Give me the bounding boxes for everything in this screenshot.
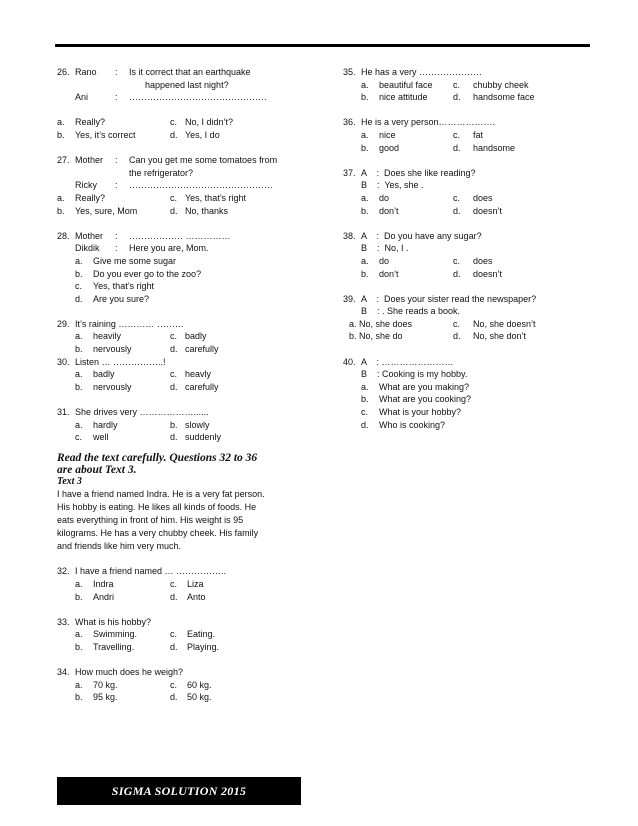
option-b: nervously <box>93 381 132 392</box>
option-letter: d. <box>453 268 461 279</box>
answer-blank: ………………………………………… <box>129 180 273 191</box>
question-28 <box>57 230 322 306</box>
question-29 <box>57 318 322 356</box>
left-column <box>57 66 322 704</box>
question-number: 36. <box>343 117 356 128</box>
dialogue-line: B : No, I . <box>361 243 409 254</box>
option-c: Yes, that’s right <box>93 281 155 292</box>
option-d: doesn’t <box>473 205 503 216</box>
speaker: Dikdik <box>75 243 100 254</box>
dialogue-line: Is it correct that an earthquake <box>129 67 251 77</box>
option-d: Yes, I do <box>185 129 220 140</box>
option-a: beautiful face <box>379 79 433 90</box>
option-letter: b. <box>75 381 83 392</box>
option-letter: d. <box>170 129 178 140</box>
option-b: Yes, sure, Mom <box>75 205 138 216</box>
answer-blank: ……………… …………… <box>129 230 231 241</box>
option-d: No, she don’t <box>473 331 527 342</box>
question-number: 31. <box>57 407 70 418</box>
option-d: Who is cooking? <box>379 419 446 430</box>
option-letter: a. <box>361 255 369 266</box>
dialogue-line: A : Does she like reading? <box>361 167 476 178</box>
question-number: 29. <box>57 318 70 329</box>
speaker: Ricky <box>75 180 97 191</box>
option-d: Anto <box>187 591 206 602</box>
question-stem: Listen … ……………..! <box>75 356 166 367</box>
question-27 <box>57 154 322 217</box>
option-a: heavily <box>93 331 122 342</box>
option-a: Really? <box>75 117 106 128</box>
question-number: 32. <box>57 566 70 577</box>
top-rule <box>55 44 590 47</box>
question-stem: How much does he weigh? <box>75 667 184 678</box>
option-c: badly <box>185 331 207 342</box>
option-b: 95 kg. <box>93 692 118 703</box>
question-38 <box>343 230 583 280</box>
option-c: heavly <box>185 369 212 380</box>
question-stem: What is his hobby? <box>75 616 152 627</box>
option-letter: c. <box>170 629 178 640</box>
option-letter: a. <box>75 679 83 690</box>
speaker: Mother <box>75 155 104 166</box>
colon: : <box>115 180 118 191</box>
option-letter: d. <box>170 344 178 355</box>
colon: : <box>115 67 118 77</box>
option-c: What is your hobby? <box>379 407 462 418</box>
dialogue-line: Can you get me some tomatoes from <box>129 155 278 166</box>
option-c: slowly <box>185 419 210 430</box>
option-letter: a. <box>57 192 65 203</box>
option-letter: d. <box>75 293 83 304</box>
option-letter: a. <box>75 629 83 640</box>
option-letter: c. <box>453 192 461 203</box>
question-number: 39. <box>343 293 356 304</box>
colon: : <box>115 230 118 241</box>
option-letter: d. <box>170 692 178 703</box>
option-letter: a. <box>75 255 83 266</box>
option-c: Liza <box>187 579 204 589</box>
question-26 <box>57 66 322 142</box>
option-d: doesn’t <box>473 268 503 279</box>
question-39 <box>343 293 583 343</box>
dialogue-line: A : Do you have any sugar? <box>361 230 482 241</box>
option-letter: a. <box>75 579 83 589</box>
option-c: No, I didn’t? <box>185 117 234 128</box>
option-a: hardly <box>93 419 118 430</box>
option-letter: b. <box>75 641 83 652</box>
question-31 <box>57 406 322 444</box>
option-d: suddenly <box>185 432 222 443</box>
option-c: No, she doesn’t <box>473 318 536 329</box>
option-b: nervously <box>93 344 132 355</box>
option-letter: c. <box>453 129 461 140</box>
option-d: No, thanks <box>185 205 229 216</box>
option-letter: b. <box>75 268 83 279</box>
question-number: 35. <box>343 67 356 77</box>
option-letter: b. <box>57 205 65 216</box>
question-stem: It’s raining ………… ……… <box>75 318 184 329</box>
question-30 <box>57 356 322 394</box>
option-letter: d. <box>453 92 461 103</box>
option-d: carefully <box>185 344 219 355</box>
option-d: carefully <box>185 381 219 392</box>
option-a: Indra <box>93 579 114 589</box>
option-letter: b. <box>361 205 369 216</box>
option-c: does <box>473 192 493 203</box>
reading-instruction: Read the text carefully. Questions 32 to 36 are about Text 3. <box>57 451 258 476</box>
option-b: nice attitude <box>379 92 428 103</box>
option-letter: a. <box>75 419 83 430</box>
question-36 <box>343 116 583 154</box>
option-d: 50 kg. <box>187 692 212 703</box>
dialogue-line: B : . She reads a book. <box>361 306 461 317</box>
option-a: nice <box>379 129 396 140</box>
question-number: 28. <box>57 230 70 241</box>
option-b: b. No, she do <box>349 331 403 342</box>
question-34 <box>57 666 322 704</box>
right-column <box>343 66 583 431</box>
option-a: 70 kg. <box>93 679 118 690</box>
option-letter: c. <box>453 79 461 90</box>
option-b: Yes, it’s correct <box>75 129 136 140</box>
option-letter: b. <box>75 344 83 355</box>
dialogue-line: B : Cooking is my hobby. <box>361 369 468 380</box>
footer-banner: SIGMA SOLUTION 2015 <box>57 777 301 805</box>
colon: : <box>115 92 118 103</box>
option-a: badly <box>93 369 115 380</box>
option-letter: c. <box>170 192 178 203</box>
option-letter: b. <box>170 419 178 430</box>
option-letter: c. <box>170 331 178 342</box>
option-letter: c. <box>170 117 178 128</box>
dialogue-line: B : Yes, she . <box>361 180 424 191</box>
option-letter: d. <box>170 591 178 602</box>
option-letter: c. <box>453 318 461 329</box>
option-b: don’t <box>379 205 399 216</box>
option-d: Are you sure? <box>93 293 150 304</box>
option-letter: b. <box>57 129 65 140</box>
question-stem: She drives very ………………...... <box>75 407 209 418</box>
option-letter: b. <box>361 92 369 103</box>
speaker: Mother <box>75 230 104 241</box>
speaker: Ani <box>75 92 89 103</box>
question-33 <box>57 616 322 654</box>
option-letter: b. <box>361 268 369 279</box>
option-letter: a. <box>361 129 369 140</box>
option-letter: c. <box>170 679 178 690</box>
question-number: 26. <box>57 67 70 77</box>
option-letter: a. <box>75 331 83 342</box>
reading-passage: I have a friend named Indra. He is a very fat person. His hobby is eating. He likes all kinds of foods. He eats everything in front of him. His weight is 95 kilograms. He has a very chubby cheek. His family and friends like him very much. <box>57 488 265 551</box>
question-number: 27. <box>57 155 70 166</box>
question-number: 37. <box>343 167 356 178</box>
text-title: Text 3 <box>57 475 82 487</box>
question-number: 34. <box>57 667 70 678</box>
option-b: well <box>93 432 109 443</box>
option-b: good <box>379 142 400 153</box>
option-letter: b. <box>361 142 369 153</box>
option-letter: d. <box>170 205 178 216</box>
question-number: 33. <box>57 616 70 627</box>
option-letter: a. <box>361 79 369 90</box>
question-number: 38. <box>343 230 356 241</box>
dialogue-line: the refrigerator? <box>129 167 194 178</box>
option-a: What are you making? <box>379 381 470 392</box>
dialogue-line: happened last night? <box>145 79 229 90</box>
colon: : <box>115 155 118 166</box>
option-letter: a. <box>57 117 65 128</box>
option-a: Really? <box>75 192 106 203</box>
option-a: Give me some sugar <box>93 255 177 266</box>
option-letter: b. <box>361 394 369 405</box>
option-letter: a. <box>361 192 369 203</box>
question-37 <box>343 167 583 217</box>
question-number: 40. <box>343 356 356 367</box>
option-a: do <box>379 192 390 203</box>
question-stem: I have a friend named … …………….. <box>75 566 227 577</box>
question-32 <box>57 565 322 603</box>
dialogue-line: A : …………………… <box>361 356 454 367</box>
option-b: don’t <box>379 268 399 279</box>
option-letter: c. <box>170 369 178 380</box>
option-letter: d. <box>453 142 461 153</box>
option-letter: b. <box>75 692 83 703</box>
option-a: do <box>379 255 390 266</box>
option-c: chubby cheek <box>473 79 529 90</box>
option-d: Playing. <box>187 641 220 652</box>
option-c: does <box>473 255 493 266</box>
option-a: Swimming. <box>93 629 138 640</box>
option-letter: a. <box>75 369 83 380</box>
speaker: Rano <box>75 67 97 77</box>
option-c: fat <box>473 129 484 140</box>
option-d: handsome <box>473 142 516 153</box>
option-a: a. No, she does <box>349 318 413 329</box>
option-letter: c. <box>453 255 461 266</box>
option-letter: c. <box>170 579 178 589</box>
colon: : <box>115 243 118 254</box>
option-letter: d. <box>170 432 178 443</box>
dialogue-line: Here you are, Mom. <box>129 243 209 254</box>
option-letter: c. <box>361 407 369 418</box>
question-number: 30. <box>57 356 70 367</box>
option-letter: d. <box>170 641 178 652</box>
option-letter: d. <box>453 331 461 342</box>
question-35 <box>343 66 583 104</box>
option-d: handsome face <box>473 92 535 103</box>
option-letter: c. <box>75 281 83 292</box>
option-letter: d. <box>170 381 178 392</box>
option-letter: d. <box>453 205 461 216</box>
option-letter: b. <box>75 591 83 602</box>
option-letter: c. <box>75 432 83 443</box>
dialogue-line: A : Does your sister read the newspaper? <box>361 293 537 304</box>
option-letter: a. <box>361 381 369 392</box>
option-b: Do you ever go to the zoo? <box>93 268 202 279</box>
option-letter: d. <box>361 419 369 430</box>
option-b: Andri <box>93 591 115 602</box>
option-c: 60 kg. <box>187 679 212 690</box>
question-stem: He is a very person………………. <box>361 117 496 128</box>
question-stem: He has a very ………………… <box>361 67 483 77</box>
option-b: What are you cooking? <box>379 394 472 405</box>
option-c: Eating. <box>187 629 216 640</box>
answer-blank: ………………………………………. <box>129 92 267 103</box>
option-b: Travelling. <box>93 641 135 652</box>
question-40 <box>343 356 583 432</box>
option-c: Yes, that’s right <box>185 192 247 203</box>
